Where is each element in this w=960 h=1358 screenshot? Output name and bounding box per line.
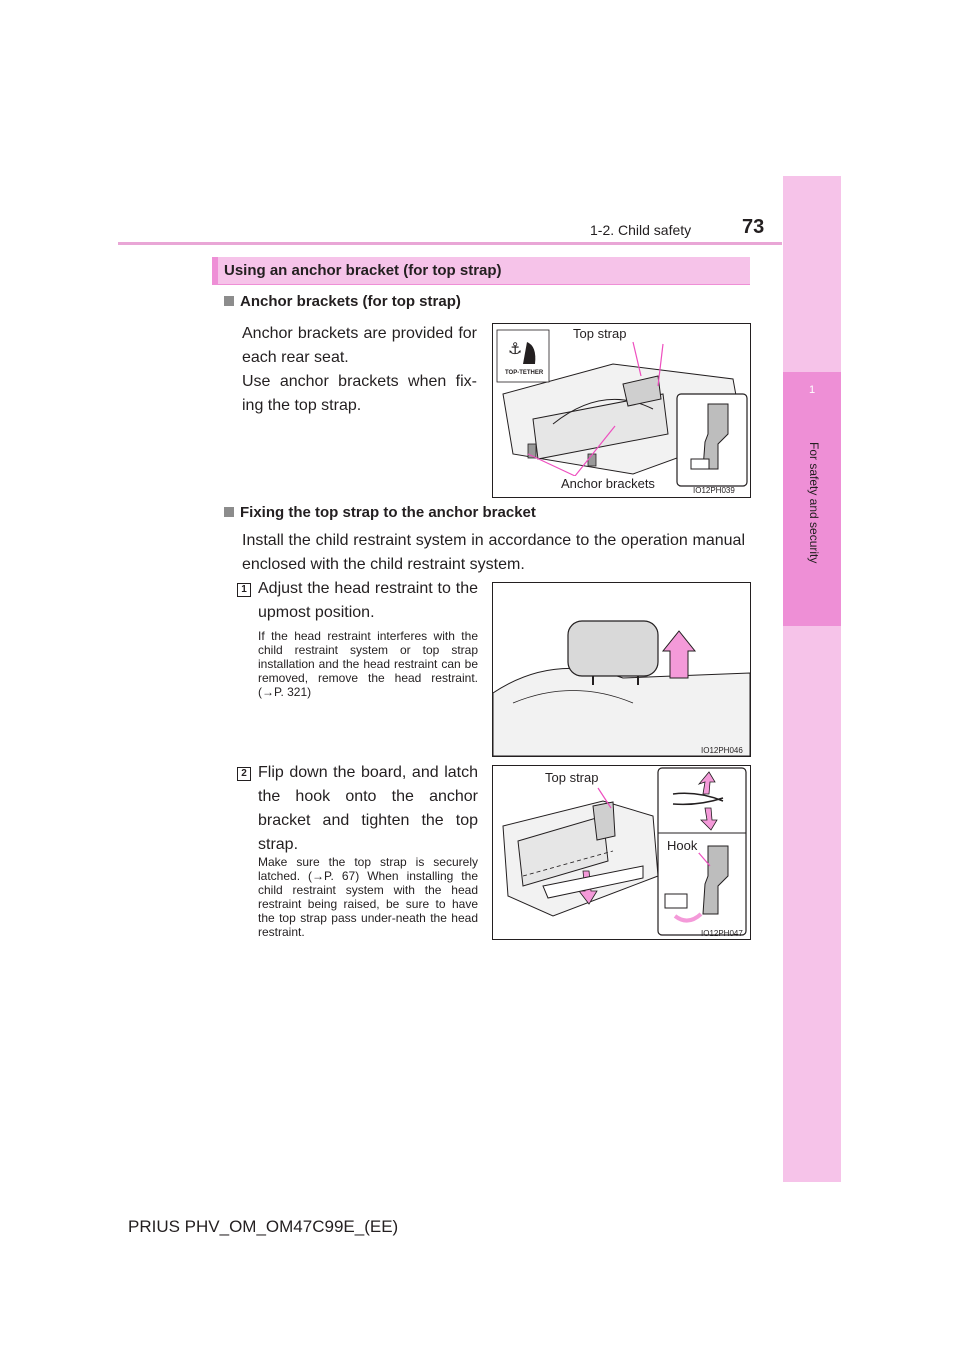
figure-anchor-brackets [492,323,751,498]
header-rule [118,242,782,245]
paragraph-install-instructions: Install the child restraint system in accordance to the operation manual enclosed with the child restraint system. [242,532,745,573]
step-number-1: 1 [237,583,251,597]
figure-hook-latch [492,765,751,940]
figure-code: IO12PH046 [701,746,743,755]
figure-code: IO12PH047 [701,929,743,938]
square-bullet-icon [224,507,234,517]
running-header-section: 1-2. Child safety [590,222,692,238]
step-2-note: Make sure the top strap is securely latched. (→P. 67) When installing the child restraint system with the head restraint being raised, be sure to have the top strap pass under-neath the head restraint. [258,855,478,939]
section-title: Using an anchor bracket (for top strap) [224,262,502,279]
anchor-brackets-illustration [493,324,750,497]
step-1-note: If the head restraint interferes with the child restraint system or top strap installation and the head restraint can be removed, remove the head restraint. (→P. 321) [258,629,478,699]
chapter-side-tab [783,176,841,1182]
step-2-text: Flip down the board, and latch the hook onto the anchor bracket and tighten the top strap. [258,764,478,853]
subheading-text: Fixing the top strap to the anchor bracket [240,504,536,521]
square-bullet-icon [224,296,234,306]
callout-top-strap: Top strap [573,326,627,341]
step-1-text: Adjust the head restraint to the upmost position. [258,580,478,621]
subheading-text: Anchor brackets (for top strap) [240,293,461,310]
paragraph-use-anchor: Use anchor brackets when fix-ing the top strap. [242,373,477,414]
head-restraint-illustration [493,583,750,756]
hook-latch-illustration [493,766,750,939]
top-tether-icon-label: TOP-TETHER [505,370,544,376]
section-title-underline [212,284,750,285]
figure-head-restraint [492,582,751,757]
svg-text:⚓: ⚓ [508,339,523,358]
callout-anchor-brackets: Anchor brackets [561,476,655,491]
callout-top-strap: Top strap [545,770,599,785]
callout-hook: Hook [667,838,698,853]
page-number: 73 [742,216,765,238]
subheading-anchor-brackets [224,293,461,310]
paragraph-anchor-provided: Anchor brackets are provided for each rear seat. [242,325,477,366]
footer-document-code: PRIUS PHV_OM_OM47C99E_(EE) [128,1217,399,1236]
subheading-fixing-top-strap [224,504,536,521]
figure-code: IO12PH039 [693,486,735,495]
chapter-title: For safety and security [807,442,821,564]
chapter-number: 1 [808,384,816,396]
step-number-2: 2 [237,767,251,781]
